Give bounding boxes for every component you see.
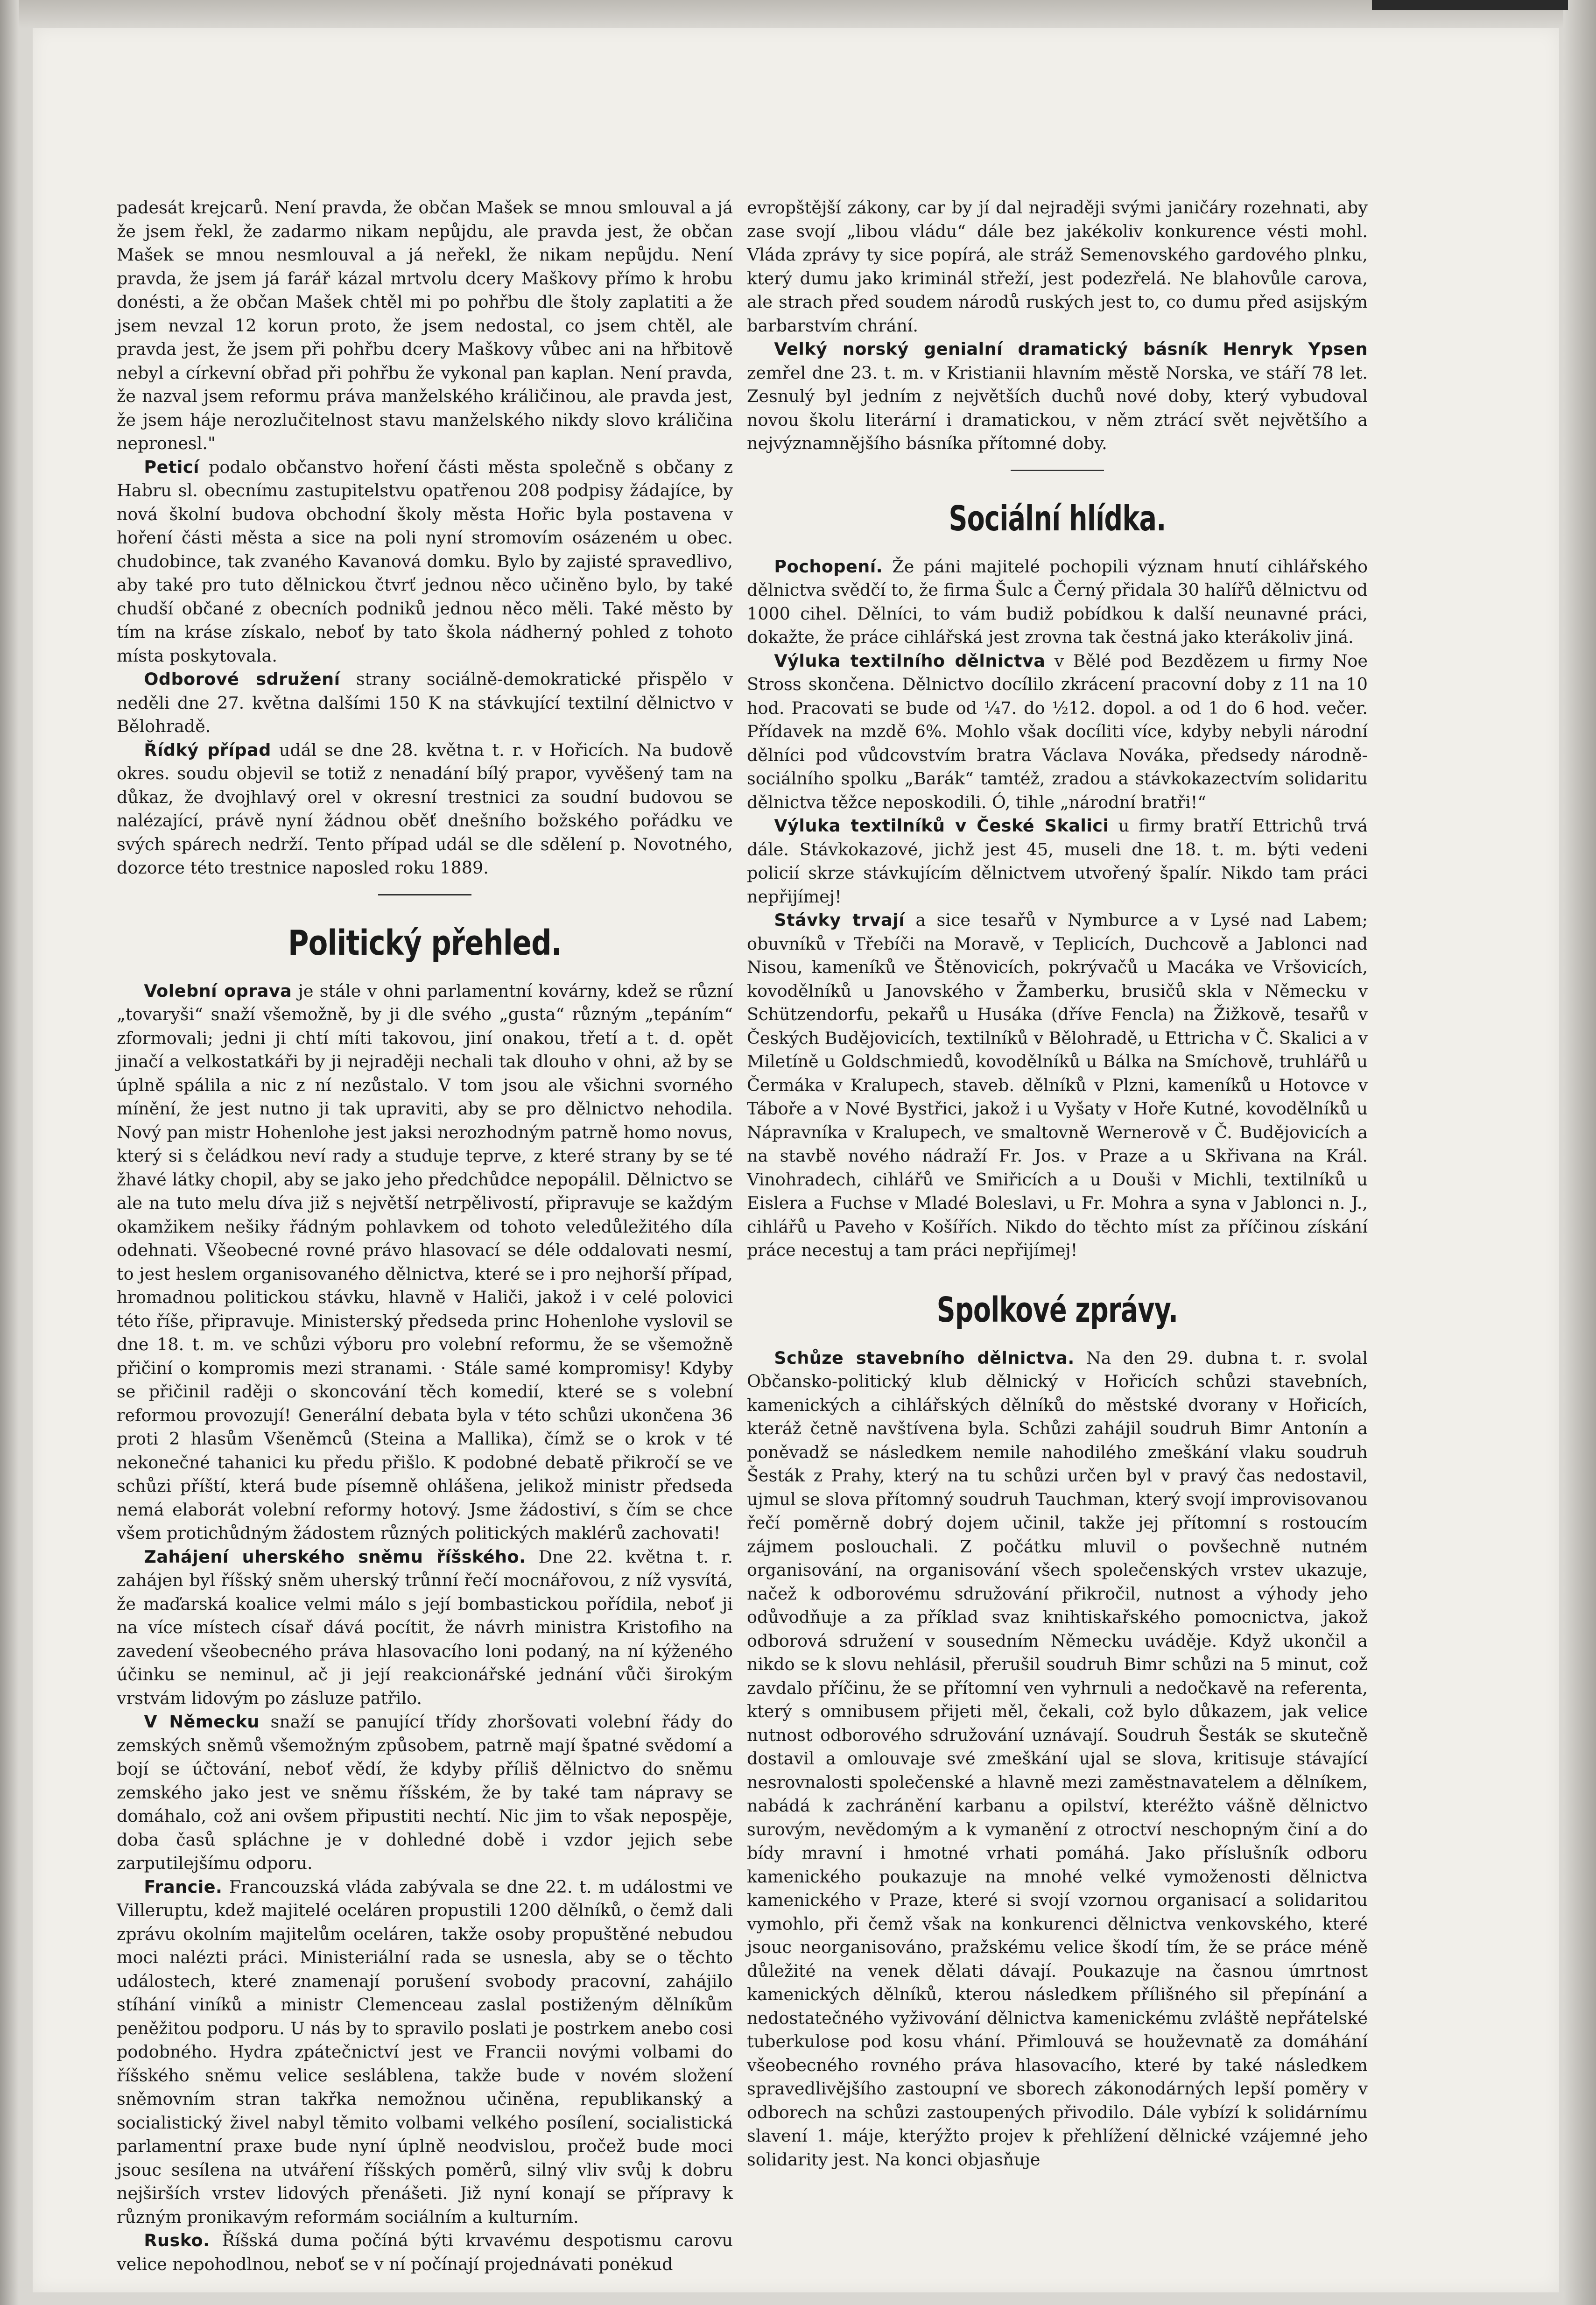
article-text: Dne 22. května t. r. zahájen byl říšský sněm uherský trůnní řečí mocnářovou, z níž vysvítá, že maďarská koalice velmi málo s její bombastickou pořídila, neboť ji na více místech císař dává pocítit, že návrh ministra Kristofiho na zavedení všeobecného práva hlasovacího loni podaný, na ní kýženého účinku se neminul, ač ji její reakcionářské jednání vůči širokým vrstvám lidovým po zásluze patřilo. (117, 1546, 733, 1708)
article-text: Francouzská vláda zabývala se dne 22. t. m událostmi ve Villeruptu, kdež majitelé oceláren propustili 1200 dělníků, o čemž dali zprávu okolním majitelům oceláren, takže osoby propuštěné nebudou moci nalézti práci. Ministeriální rada se usnesla, aby se o těchto událostech, které znamenají porušení svobody pracovní, zahájilo stíhání viníků a ministr Clemenceau zaslal postiženým dělníkům peněžitou podporu. U nás by to spravilo poslati je postrkem anebo cosi podobného. Hydra zpátečnictví jest ve Francii novými volbami do říšského sněmu velice sesláblena, takže bude v novém složení sněmovním stran takřka nemožnou učiněna, republikanský a socialistický živel nabyl těmito volbami velkého posílení, socialistická parlamentní praxe bude nyní úplně neodvislou, pročež bude moci jsouc sesílena na utváření říšských poměrů, silný vliv svůj k dobru nejširších vrstev lidových přenášeti. Již nyní konají se přípravy k různým pronikavým reformám sociálním a kulturním. (117, 1876, 733, 2227)
section-divider (1011, 470, 1104, 471)
scan-top-bar (1372, 0, 1568, 10)
section-heading-spolkove-zpravy: Spolkové zprávy. (936, 1290, 1178, 1330)
article-continuation: evropštější zákony, car by jí dal nejraději svými janičáry rozehnati, aby zase svojí „libou vládu“ dále bez jakékoliv konkurence vésti mohl. Vláda zprávy ty sice popírá, ale stráž Semenovského gardového plnku, který dumu jako kriminál střeží, jest podezřelá. Ne blahovůle carova, ale strach před soudem národů ruských jest to, co dumu před asijským barbarstvím chrání. (747, 197, 1368, 336)
scan-edge-left (0, 0, 19, 2305)
scan-edge-right (1563, 0, 1596, 2305)
article-odborove-sdruzeni (117, 668, 733, 739)
left-column (117, 196, 733, 2276)
article-schuze-stavebniho (747, 1346, 1368, 2172)
section-heading-politicky-prehled: Politický přehled. (288, 923, 562, 963)
article-lead: Velký norský genialní dramatický básník Henryk Ypsen (774, 339, 1368, 359)
article-lead: Schůze stavebního dělnictva. (774, 1347, 1075, 1368)
newspaper-page (33, 28, 1559, 2292)
article-v-nemecku (117, 1710, 733, 1875)
article-lead: Odborové sdružení (144, 669, 340, 689)
article-text: a sice tesařů v Nymburce a v Lysé nad Labem; obuvníků v Třebíči na Moravě, v Teplicích, Duchcově a Jablonci nad Nisou, kameníků ve Štěnovicích, pokrývačů u Macáka ve Vršovicích, kovodělníků u Janovského v Žamberku, brusičů skla v Německu v Schützendorfu, pekařů u Husáka (dříve Fencla) na Žižkově, tesařů v Českých Budějovicích, textilníků v Bělohradě, u Ettricha v Č. Skalici a v Miletíně u Goldschmiedů, kovodělníků u Bálka na Smíchově, truhlářů u Čermáka v Kralupech, staveb. dělníků v Plzni, kameníků u Hotovce v Táboře a v Nové Bystřici, jakož i u Vyšaty v Hoře Kutné, kovodělníků u Nápravníka v Kralupech, ve smaltovně Wernerově v Č. Budějovicích a na stavbě nového nádraží Fr. Jos. v Praze a u Skřivana na Král. Vinohradech, cihlářů ve Smiřicích a u Douši v Michli, textilníků u Eislera a Fuchse v Mladé Boleslavi, u Fr. Mohra a syna v Jablonci n. J., cihlářů u Paveho v Košířích. Nikdo do těchto míst za příčinou získání práce necestuj a tam práci nepřijímej! (747, 910, 1368, 1260)
right-column (747, 196, 1368, 2171)
article-lead: Rusko. (144, 2230, 210, 2250)
article-petice (117, 456, 733, 668)
article-rusko (117, 2229, 733, 2276)
article-text: je stále v ohni parlamentní kovárny, kdež se různí „tovaryši“ snaží všemožně, by ji dle svého „gusta“ různým „tepáním“ zformovali; jedni ji chtí míti takovou, jiní onakou, třetí a t. d. opět jinačí a velkostatkáři by ji nejraději nechali tak dlouho v ohni, až by se úplně spálila a nic z ní nezůstalo. V tom jsou ale všichni svorného mínění, že jest nutno ji tak upraviti, aby se pro dělnictvo nehodila. Nový pan mistr Hohenlohe jest jaksi nerozhodným patrně homo novus, který si s čeládkou neví rady a studuje teprve, z které strany by se té žhavé látky chopil, aby se jako jeho předchůdce nepopálil. Dělnictvo se ale na tuto melu díva již s největší netrpělivostí, připravuje se každým okamžikem nešiky řádným pohlavkem od tohoto veledůležitého díla odehnati. Všeobecné rovné právo hlasovací se déle oddalovati nesmí, to jest heslem organisovaného dělnictva, které se i pro nejhorší případ, hromadnou politickou stávku, hlavně v Haliči, jakož i v celé polovici této říše, připravuje. Ministerský předseda princ Hohenlohe vyslovil se dne 18. t. m. ve schůzi výboru pro volební reformu, že se všemožně přičiní o kompromis mezi stranami. · Stále samé kompromisy! Kdyby se přičinil raději o skoncování těch komedií, které se s volební reformou provozují! Generální debata byla v této schůzi ukončena 36 proti 2 hlasům Všeněmců (Steina a Mallika), čímž se o krok v té nekonečné tahanici ku předu přišlo. K podobné debatě přikročí se ve schůzi příští, která bude písemně ohlášena, jelikož ministr předseda nemá elaborát volební reformy hotový. Jsme žádostiví, s čím se chce všem protichůdným žádostem různých politických maklérů zachovati! (117, 980, 733, 1543)
article-text: snaží se panující třídy zhoršovati volební řády do zemských sněmů všemožným způsobem, patrně mají špatné svědomí a bojí se účtování, neboť vědí, že kdyby příliš dělnictvo do sněmu zemského jako jest ve sněmu říšském, že by také tam nápravy se domáhalo, což ani ovšem připustiti nechtí. Nic jim to však nepospěje, doba časů spláchne je v dohledné době i vzdor jejich sebe zarputilejšímu odporu. (117, 1712, 733, 1873)
article-text: udál se dne 28. května t. r. v Hořicích. Na budově okres. soudu objevil se totiž z nenadání bílý prapor, vyvěšený tam na důkaz, že dvojhlavý orel v okresní trestnici za soudní budovou se nalézající, právě nyní žádnou oběť dnešního božského pořádku ve svých spárech nedrží. Tento případ udál se dle sdělení p. Novotného, dozorce této trestnice naposled roku 1889. (117, 740, 733, 878)
section-heading-socialni-hlidka: Sociální hlídka. (949, 498, 1166, 539)
article-lead: Francie. (144, 1876, 223, 1897)
article-text: u firmy bratří Ettrichů trvá dále. Stávkokazové, jichž jest 45, museli dne 18. t. m. býti vedeni policií skrze stávkujícím dělnictvem utvořený špalír. Nikdo tam práci nepřijímej! (747, 816, 1368, 907)
article-francie (117, 1875, 733, 2229)
article-text: Že páni majitelé pochopili význam hnutí cihlářského dělnictva svědčí to, že firma Šulc a Černý přidala 30 halířů dělnictvu od 1000 cihel. Dělníci, to vám budiž pobídkou k další neunavné práci, dokažte, že práce cihlářská jest zrovna tak čestná jako kterákoliv jiná. (747, 556, 1368, 647)
article-zahajeni-snemu (117, 1545, 733, 1711)
article-text: Na den 29. dubna t. r. svolal Občansko-politický klub dělnický v Hořicích schůzi stavebních, kamenických a cihlářských dělníků do městské dvorany v Hořicích, kteráž četně navštívena byla. Schůzi zahájil soudruh Bimr Antonín a poněvadž se následkem nemile nahodilého zmeškání vlaku soudruh Šesták z Prahy, který na tu schůzi určen byl v pravý čas nedostavil, ujmul se slova přítomný soudruh Tauchman, který svojí improvisovanou řečí poměrně dobrý dojem učinil, takže jej přítomní s rostoucím zájmem poslouchali. Z počátku mluvil o povšechně nutném organisování, na organisování všech společenských vrstev ukazuje, načež k odborovému sdružování přikročil, nutnost a výhody jeho odůvodňuje a za příklad svaz knihtiskařského pomocnictva, jakož odborová sdružení v sousedním Německu uváděje. Když ukončil a nikdo se k slovu nehlásil, přerušil soudruh Bimr schůzi na 5 minut, což zavdalo příčinu, že se přítomní ven vyhrnuli a nedočkavě na referenta, který s omnibusem přijeti měl, čekali, což bylo důkazem, jak velice nutnost odborového sdružování uznávají. Soudruh Šesták se skutečně dostavil a omlouvaje své zmeškání ujal se slova, kritisuje stávající nesrovnalosti společenské a hlavně mezi zaměstnavatelem a dělníkem, nabádá k zachránění karbanu a opilství, kteréžto vášně dělnictvo surovým, nevědomým a k vymanění z otroctví neschopným činí a do bídy mravní i hmotné vrhati pomáhá. Jako příslušník odboru kamenického poukazuje na mnohé velké vymoženosti dělnictva kamenického v Praze, které si svojí vzornou organisací a solidaritou vymohlo, při čemž však na konkurenci dělnictva venkovského, které jsouc neorganisováno, pražskému velice škodí tím, že se práce méně důležité na venek dělati dávají. Poukazuje na časnou úmrtnost kamenických dělníků, kterou následkem přílišného sil přepínání a nedostatečného vyživování dělnictva kamenickému zvláště nepřátelské tuberkulose pod kosu vhání. Přimlouvá se houževnatě za domáhání všeobecného rovného práva hlasovacího, které by také následkem spravedlivějšího zastoupní ve sborech zákonodárných lepší poměry v odborech na schůzi zastoupených přivodilo. Dále vybízí k solidárnímu slavení 1. máje, kterýžto projev k přehlížení dělnické vzájemné jeho solidarity jest. Na konci objasňuje (747, 1347, 1368, 2170)
article-lead: Řídký případ (144, 740, 271, 760)
scan-edge-top (0, 0, 1596, 28)
article-ibsen (747, 338, 1368, 456)
article-lead: Pochopení. (774, 556, 883, 577)
article-lead: Volební oprava (144, 980, 292, 1001)
article-text: zemřel dne 23. t. m. v Kristianii hlavním městě Norska, ve stáří 78 let. Zesnulý byl jedním z největších duchů nové doby, který vybudoval novou školu literární i dramatickou, v něm ztrácí svět největšího a nejvýznamnějšího básníka přítomné doby. (747, 362, 1368, 453)
article-pochopeni (747, 555, 1368, 649)
article-lead: Výluka textilníků v České Skalici (774, 816, 1109, 836)
article-lead: Zahájení uherského sněmu říšského. (144, 1546, 526, 1567)
article-text: Říšská duma počíná býti krvavému despotismu carovu velice nepohodlnou, neboť se v ní počínají projednávati ponėkud (117, 2230, 733, 2274)
article-text: strany sociálně-demokratické přispělo v neděli dne 27. května dalšími 150 K na stávkující textilní dělnictvo v Bělohradě. (117, 669, 733, 736)
article-vyluka-skalice (747, 814, 1368, 909)
article-text: podalo občanstvo hoření části města společně s občany z Habru sl. obecnímu zastupitelstvu opatřenou 208 podpisy žádajíce, by nová školní budova obchodní školy města Hořic byla postavena v hoření části města a sice na poli nyní stromovím osázeném u obec. chudobince, tak zvaného Kavanová domku. Bylo by zajisté spravedlivo, aby také pro tuto dělnickou čtvrť jednou něco učiněno bylo, by také chudší občané z obecních podniků jednou něco měli. Také město by tím na kráse získalo, neboť by tato škola nádherný pohled z tohoto místa poskytovala. (117, 457, 733, 666)
article-continuation: padesát krejcarů. Není pravda, že občan Mašek se mnou smlouval a já že jsem řekl, že zadarmo nikam nepůjdu, ale pravda jest, že občan Mašek se mnou nesmlouval a já neřekl, že nikam nepůjdu. Není pravda, že jsem já farář kázal mrtvolu dcery Maškovy přímo k hrobu donésti, a že občan Mašek chtěl mi po pohřbu dle štoly zaplatiti a že jsem nevzal 12 korun proto, že jsem nedostal, co jsem chtěl, ale pravda jest, že jsem při pohřbu dcery Maškovy vůbec ani na hřbitově nebyl a církevní obřad při pohřbu že vykonal pan kaplan. Není pravda, že nazval jsem reformu práva manželského králičinou, ale pravda jest, že jsem háje nerozlučitelnost stavu manželského nikdy slovo králičina nepronesl." (117, 197, 733, 453)
article-stavky-trvaji (747, 909, 1368, 1262)
article-lead: Peticí (144, 457, 200, 477)
section-divider (378, 894, 471, 895)
article-volebni-oprava (117, 980, 733, 1545)
article-text: v Bělé pod Bezdězem u firmy Noe Stross skončena. Dělnictvo docílilo zkrácení pracovní doby z 11 na 10 hod. Pracovati se bude od ¼7. do ½12. dopol. a od 1 do 6 hod. večer. Přídavek na mzdě 6%. Mohlo však docíliti více, kdyby nebyli národní dělníci pod vůdcovstvím bratra Václava Nováka, předsedy národně-sociálního spolku „Barák“ tamtéž, zradou a stávkokazectvím solidaritu dělnictva těžce neposkodili. Ó, tihle „národní bratři!“ (747, 650, 1368, 812)
article-lead: Stávky trvají (774, 910, 905, 930)
article-lead: V Německu (144, 1712, 260, 1732)
article-vyluka-bele (747, 649, 1368, 815)
article-ridky-pripad (117, 739, 733, 880)
article-lead: Výluka textilního dělnictva (774, 650, 1046, 671)
